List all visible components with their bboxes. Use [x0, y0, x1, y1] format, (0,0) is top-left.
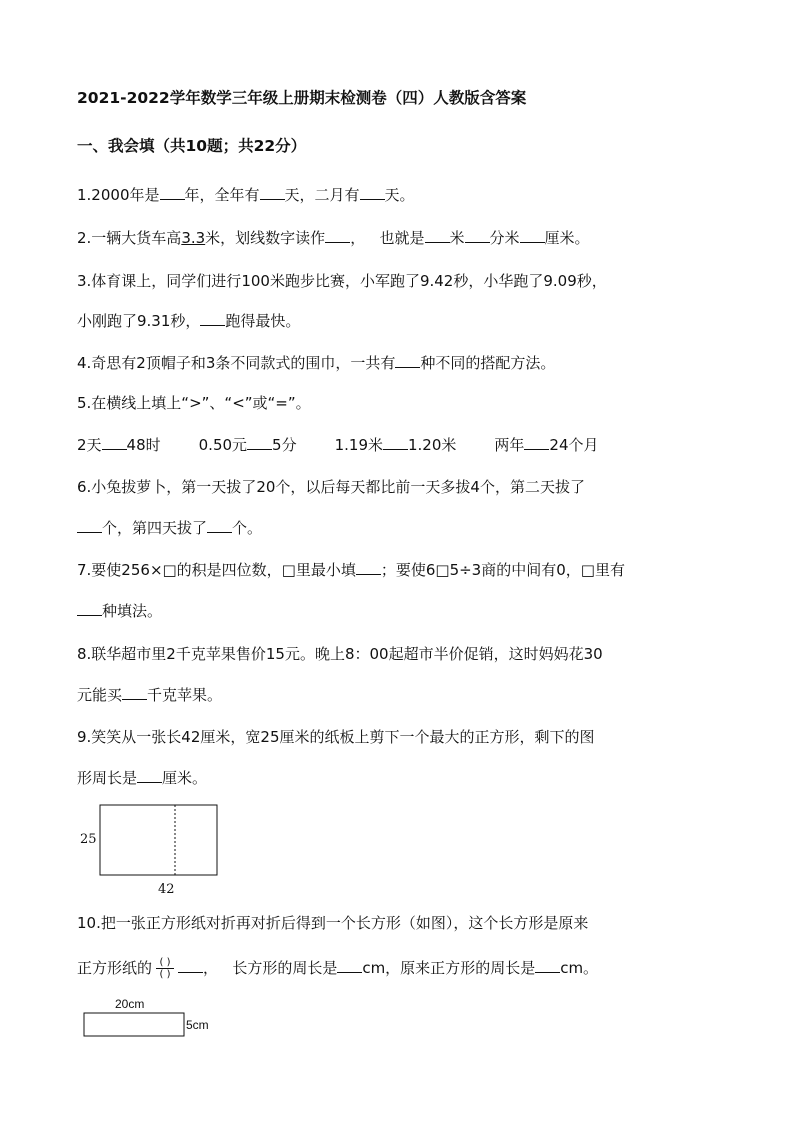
- figure-height-label: 5cm: [186, 1018, 209, 1032]
- question-10-line-1: 10.把一张正方形纸对折再对折后得到一个长方形（如图），这个长方形是原来: [77, 914, 589, 932]
- question-8-line-2: 元能买 千克苹果。: [77, 686, 223, 704]
- question-8-line-1: 8.联华超市里2千克苹果售价15元。晚上8：00起超市半价促销，这时妈妈花30: [77, 645, 603, 663]
- section-heading: 一、我会填（共10题；共22分）: [77, 137, 307, 155]
- fraction-blank[interactable]: $\frac{( )}{( )}$: [156, 957, 174, 980]
- figure-height-label: 25: [80, 832, 97, 847]
- question-9-line-1: 9.笑笑从一张长42厘米，宽25厘米的纸板上剪下一个最大的正方形，剩下的图: [77, 728, 595, 746]
- question-1: 1.2000年是 年，全年有 天，二月有 天。: [77, 186, 415, 204]
- question-9-line-2: 形周长是 厘米。: [77, 769, 208, 787]
- question-7-line-2: 种填法。: [77, 601, 162, 621]
- question-6-line-2: 个，第四天拔了 个。: [77, 518, 262, 538]
- question-7-line-1: 7.要使256×□的积是四位数，□里最小填 ；要使6□5÷3商的中间有0，□里有: [77, 561, 625, 579]
- figure-width-label: 42: [158, 882, 175, 897]
- comparison-item: 2天 48时: [77, 436, 161, 454]
- folded-rectangle: [84, 1013, 184, 1036]
- answer-blank[interactable]: [337, 958, 362, 973]
- question-4: 4.奇思有2顶帽子和3条不同款式的围巾，一共有 种不同的搭配方法。: [77, 354, 556, 372]
- answer-blank[interactable]: [178, 958, 203, 973]
- page-title: 2021-2022学年数学三年级上册期末检测卷（四）人教版含答案: [77, 89, 527, 107]
- comparison-item: 1.19米 1.20米: [334, 436, 457, 454]
- question-3-line-1: 3.体育课上，同学们进行100米跑步比赛，小军跑了9.42秒，小华跑了9.09秒，: [77, 272, 607, 290]
- answer-blank[interactable]: [535, 958, 560, 973]
- question-3-line-2: 小刚跑了9.31秒， 跑得最快。: [77, 312, 301, 330]
- question-10-line-2: 正方形纸的 $\frac{( )}{( )}$ ， 长方形的周长是 cm，原来正方形的周长是 cm。: [77, 957, 599, 980]
- question-6-line-1: 6.小兔拔萝卜，第一天拔了20个，以后每天都比前一天多拔4个，第二天拔了: [77, 478, 585, 496]
- question-2: 2.一辆大货车高3.3米，划线数字读作 ， 也就是 米 分米 厘米。: [77, 229, 590, 247]
- comparison-item: 0.50元 5分: [198, 436, 297, 454]
- figure-width-label: 20cm: [115, 997, 145, 1011]
- underlined-number: 3.3: [181, 229, 206, 247]
- comparison-item: 两年 24个月: [494, 436, 599, 454]
- board-rectangle: [100, 805, 217, 875]
- question-5: 5.在横线上填上“>”、“<”或“=”。: [77, 394, 311, 412]
